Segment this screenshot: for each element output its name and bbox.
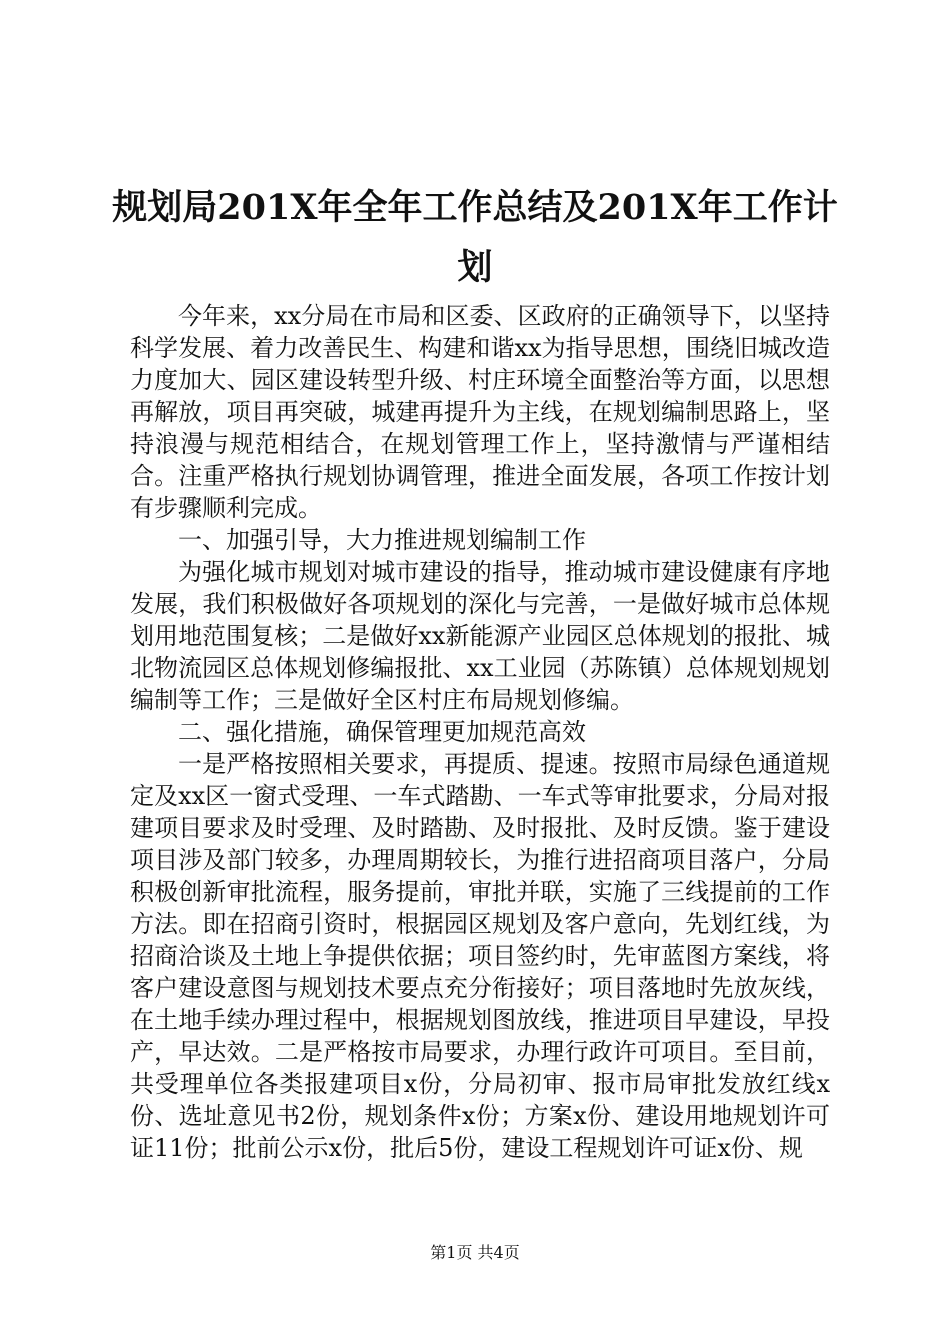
section-heading-2: 二、强化措施，确保管理更加规范高效 — [178, 718, 586, 746]
page-footer: 第1页 共4页 — [430, 1243, 520, 1262]
document-title: 规划局201X年全年工作总结及201X年工作计划 — [112, 187, 838, 288]
section-heading-1: 一、加强引导，大力推进规划编制工作 — [178, 526, 586, 554]
intro-paragraph: 今年来，xx分局在市局和区委、区政府的正确领导下，以坚持科学发展、着力改善民生、构建和谐xx为指导思想，围绕旧城改造力度加大、园区建设转型升级、村庄环境全面整治等方面，以思想再解放，项目再突破，城建再提升为主线，在规划编制思路上，坚持浪漫与规范相结合，在规划管理工作上，坚持激情与严谨相结合。注重严格执行规划协调管理，推进全面发展，各项工作按计划有步骤顺利完成。 — [130, 302, 830, 522]
document-body — [130, 300, 830, 1164]
section-1-paragraph: 为强化城市规划对城市建设的指导，推动城市建设健康有序地发展，我们积极做好各项规划的深化与完善，一是做好城市总体规划用地范围复核；二是做好xx新能源产业园区总体规划的报批、城北物流园区总体规划修编报批、xx工业园（苏陈镇）总体规划规划编制等工作；三是做好全区村庄布局规划修编。 — [130, 558, 830, 714]
section-2-paragraph: 一是严格按照相关要求，再提质、提速。按照市局绿色通道规定及xx区一窗式受理、一车式踏勘、一车式等审批要求，分局对报建项目要求及时受理、及时踏勘、及时报批、及时反馈。鉴于建设项目涉及部门较多，办理周期较长，为推行进招商项目落户，分局积极创新审批流程，服务提前，审批并联，实施了三线提前的工作方法。即在招商引资时，根据园区规划及客户意向，先划红线，为招商洽谈及土地上争提供依据；项目签约时，先审蓝图方案线，将客户建设意图与规划技术要点充分衔接好；项目落地时先放灰线，在土地手续办理过程中，根据规划图放线，推进项目早建设，早投产，早达效。二是严格按市局要求，办理行政许可项目。至目前，共受理单位各类报建项目x份，分局初审、报市局审批发放红线x份、选址意见书2份，规划条件x份；方案x份、建设用地规划许可证11份；批前公示x份，批后5份，建设工程规划许可证x份、规 — [130, 750, 830, 1162]
